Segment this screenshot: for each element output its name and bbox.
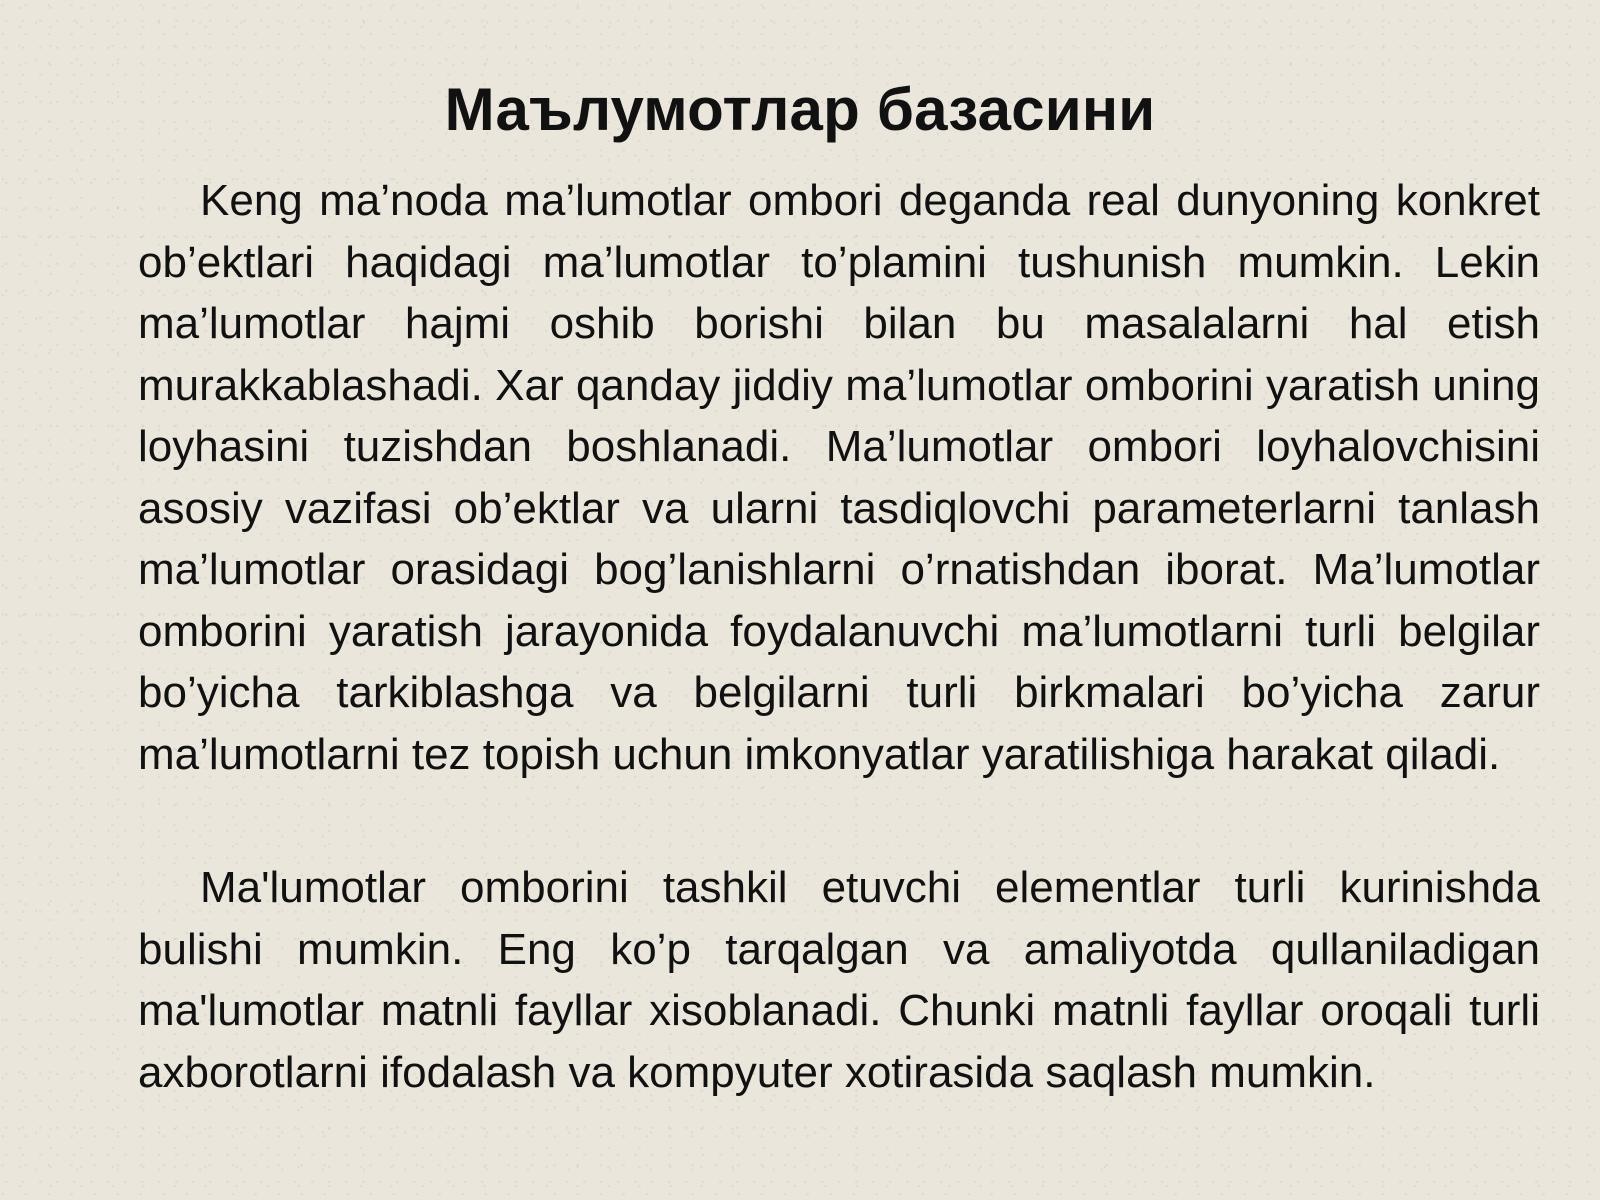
slide-title: Маълумотлар базасини xyxy=(444,76,1156,143)
paragraph-database-definition: Keng ma’noda ma’lumotlar ombori deganda real dunyoning konkret ob’ektlari haqidagi ma’lumotlar to’plamini tushunish mumkin. Lekin ma’lumotlar hajmi oshib borishi bilan bu masalalarni hal etish murakkablashadi. Xar qanday jiddiy ma’lumotlar omborini yaratish uning loyhasini tuzishdan boshlanadi. Ma’lumotlar ombori loyhalovchisini asosiy vazifasi ob’ektlar va ularni tasdiqlovchi parameterlarni tanlash ma’lumotlar orasidagi bog’lanishlarni o’rnatishdan iborat. Ma’lumotlar omborini yaratish jarayonida foydalanuvchi ma’lumotlarni turli belgilar bo’yicha tarkiblashga va belgilarni turli birkmalari bo’yicha zarur ma’lumotlarni tez topish uchun imkonyatlar yaratilishiga harakat qiladi. xyxy=(138,176,1540,779)
paragraph-database-elements: Ma'lumotlar omborini tashkil etuvchi elementlar turli kurinishda bulishi mumkin. Eng ko’p tarqalgan va amaliyotda qullaniladigan ma'lumotlar matnli fayllar xisoblanadi. Chunki matnli fayllar oroqali turli axborotlarni ifodalash va kompyuter xotirasida saqlash mumkin. xyxy=(138,863,1540,1097)
